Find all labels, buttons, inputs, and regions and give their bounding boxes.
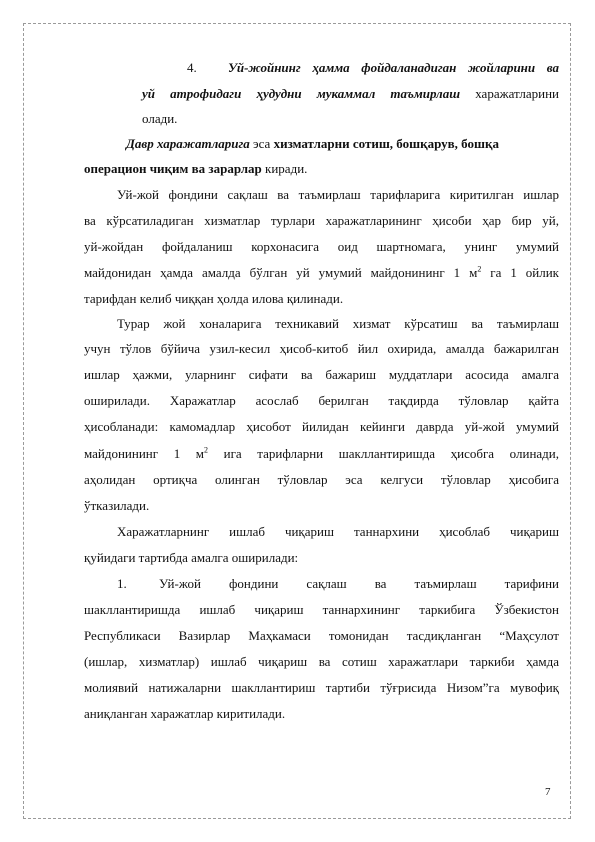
item-1-line6: аниқланган харажатлар киритилади. bbox=[84, 706, 286, 721]
para2-line4: оширилади. Харажатлар асослаб берилган тақдирда тўловлар қайта bbox=[84, 393, 559, 408]
para2-line3: ишлар ҳажми, уларнинг сифати ва бажариш муддатлари асосида амалга bbox=[84, 367, 559, 382]
para1-line4-a: майдонидан ҳамда амалда бўлган уй умумий майдонининг 1 м bbox=[84, 265, 478, 280]
para1-line2: ва кўрсатиладиган хизматлар турлари харажатларининг ҳисоби ҳар бир уй, bbox=[84, 213, 559, 228]
period-expenses-bold2: операцион чиқим ва зарарлар bbox=[84, 161, 262, 176]
para1-superscript: 2 bbox=[477, 264, 482, 274]
para1-line1: Уй-жой фондини сақлаш ва таъмирлаш тарифларига киритилган ишлар bbox=[117, 187, 559, 202]
period-expenses-bold1: хизматларни сотиш, бошқарув, бошқа bbox=[273, 136, 499, 151]
para2-line6 bbox=[84, 446, 559, 462]
period-expenses-label: Давр харажатларига bbox=[126, 136, 250, 151]
para2-line8: ўтказилади. bbox=[84, 498, 150, 513]
para1-line4 bbox=[84, 265, 559, 281]
para3-line2: қуйидаги тартибда амалга оширилади: bbox=[84, 550, 299, 565]
item-1-line2: шакллантиришда ишлаб чиқариш таннархининг таркибига Ўзбекистон bbox=[84, 602, 559, 617]
para1-line5: тарифдан келиб чиққан ҳолда илова қилинади. bbox=[84, 291, 344, 306]
period-expenses-mid: эса bbox=[253, 136, 271, 151]
item-1-line3: Республикаси Вазирлар Маҳкамаси томонидан тасдиқланган “Маҳсулот bbox=[84, 628, 559, 643]
item-4-title-line1: Уй-жойнинг ҳамма фойдаланадиган жойларини ва bbox=[228, 60, 559, 75]
item-4-title-emphasis: уй атрофидаги ҳудудни мукаммал таъмирлаш bbox=[142, 86, 461, 101]
page-number: 7 bbox=[545, 786, 551, 798]
para2-superscript: 2 bbox=[204, 445, 209, 455]
para3-line1: Харажатларнинг ишлаб чиқариш таннархини ҳисоблаб чиқариш bbox=[117, 524, 559, 539]
item-4-number: 4. bbox=[187, 60, 197, 75]
period-expenses-line1 bbox=[126, 136, 595, 152]
para1-line4-b: га 1 ойлик bbox=[490, 265, 559, 280]
item-4-title-tail: харажатларини bbox=[475, 86, 559, 101]
item-4-title-line3: олади. bbox=[142, 111, 178, 126]
para2-line2: учун тўлов бўйича узил-кесил ҳисоб-китоб йил охирида, амалда бажарилган bbox=[84, 341, 559, 356]
para2-line6-a: майдонининг 1 м bbox=[84, 446, 205, 461]
period-expenses-line2 bbox=[84, 161, 559, 177]
item-1-line5: молиявий натижаларни шакллантириш тартиби тўғрисида Низом”га мувофиқ bbox=[84, 680, 559, 695]
para2-line5: ҳисобланади: камомадлар ҳисобот йилидан кейинги даврда уй-жой умумий bbox=[84, 419, 559, 434]
period-expenses-tail: киради. bbox=[265, 161, 308, 176]
item-4-title-line2 bbox=[142, 86, 559, 102]
para2-line7: аҳолидан ортиқча олинган тўловлар эса келгуси тўловлар ҳисобига bbox=[84, 472, 559, 487]
item-1-line4: (ишлар, хизматлар) ишлаб чиқариш ва сотиш харажатлари таркиби ҳамда bbox=[84, 654, 559, 669]
para1-line3: уй-жойдан фойдаланиш корхонасига оид шартномага, унинг умумий bbox=[84, 239, 559, 254]
para2-line6-b: ига тарифларни шакллантиришда ҳисобга олинади, bbox=[223, 446, 560, 461]
item-1-line1: Уй-жой фондини сақлаш ва таъмирлаш тарифини bbox=[159, 576, 559, 591]
para2-line1: Турар жой хоналарига техникавий хизмат кўрсатиш ва таъмирлаш bbox=[117, 316, 559, 331]
item-1-number: 1. bbox=[117, 576, 127, 591]
